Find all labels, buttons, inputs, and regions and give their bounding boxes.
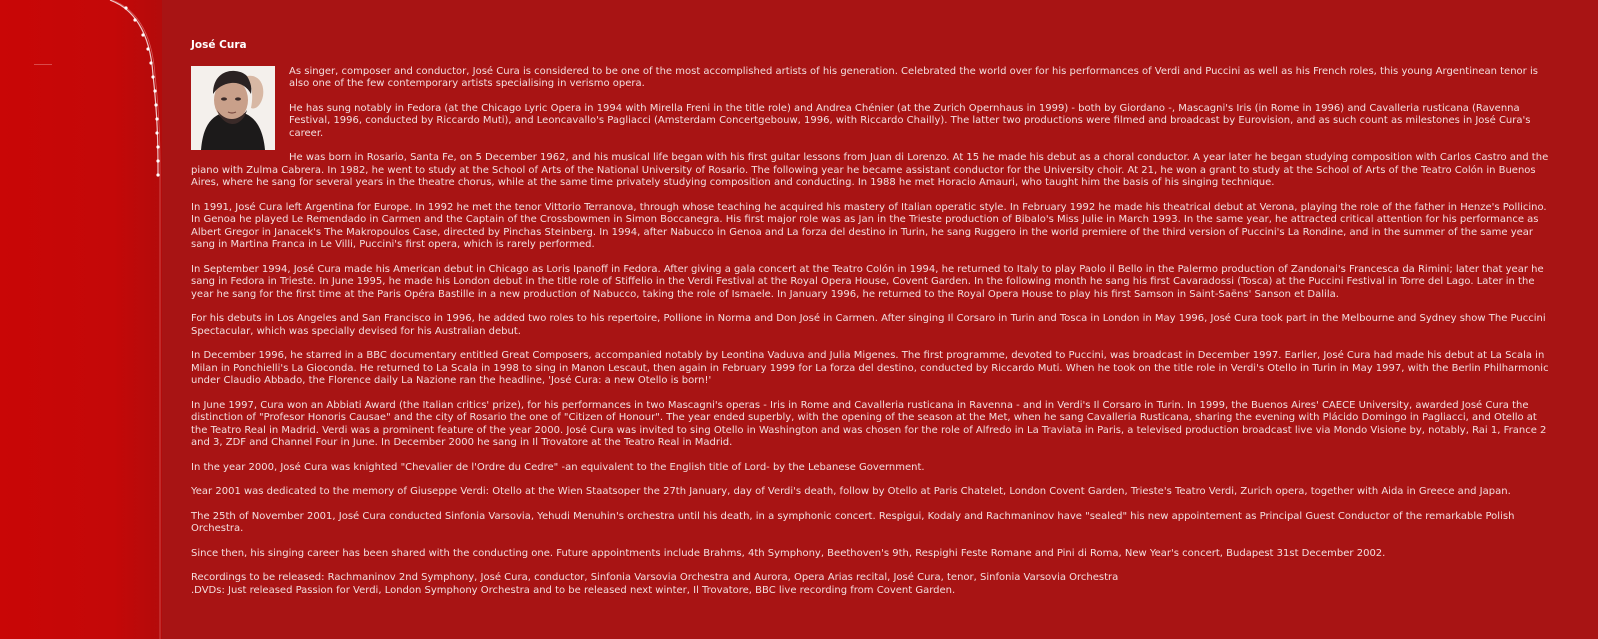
portrait-photo: [191, 66, 275, 150]
bio-paragraph: In September 1994, José Cura made his American debut in Chicago as Loris Ipanoff in Fedora. After giving a gala concert at the Teatro Colón in 1994, he returned to Italy to play Paolo il Bello in the Palermo production of Zandonai's Francesca da Rimini; later that year he sang in Fedora in Trieste. In June 1995, he made his London debut in the title role of Stiffelio in the Verdi Festival at the Royal Opera House, Covent Garden. In the following month he sang his first Cavaradossi (Tosca) at the Puccini Festival in Torre del Lago. Later in the year he sang for the first time at the Paris Opéra Bastille in a new production of Nabucco, taking the role of Ismaele. In January 1996, he returned to the Royal Opera House to play his first Samson in Saint-Saëns' Sanson et Dalila.: [191, 263, 1544, 300]
main-content: [191, 39, 1549, 597]
bio-paragraph: In 1991, José Cura left Argentina for Europe. In 1992 he met the tenor Vittorio Terranova, through whose teaching he acquired his mastery of Italian operatic style. In February 1992 he made his theatrical debut at Verona, playing the role of the father in Henze's Pollicino. In Genoa he played Le Remendado in Carmen and the Captain of the Crossbowmen in Simon Boccanegra. His first major role was as Jan in the Trieste production of Bibalo's Miss Julie in March 1993. In the same year, he attracted critical attention for his performance as Albert Gregor in Janacek's The Makropoulos Case, directed by Pinchas Steinberg. In 1994, after Nabucco in Genoa and La forza del destino in Turin, he sang Ruggero in the world premiere of the third version of Puccini's La Rondine, and in the summer of the same year sang in Martina Franca in Le Villi, Puccini's first opera, which is rarely performed.: [191, 201, 1547, 250]
bio-paragraph: As singer, composer and conductor, José Cura is considered to be one of the most accomplished artists of his generation. Celebrated the world over for his performances of Verdi and Puccini as well as his French roles, this young Argentinean tenor is also one of the few contemporary artists specialising in verismo opera.: [289, 65, 1538, 89]
bio-paragraph: For his debuts in Los Angeles and San Francisco in 1996, he added two roles to his repertoire, Pollione in Norma and Don José in Carmen. After singing Il Corsaro in Turin and Tosca in London in May 1996, José Cura took part in the Melbourne and Sydney show The Puccini Spectacular, which was specially devised for his Australian debut.: [191, 313, 1546, 337]
bio-paragraph: He has sung notably in Fedora (at the Chicago Lyric Opera in 1994 with Mirella Freni in the title role) and Andrea Chénier (at the Zurich Opernhaus in 1999) - both by Giordano -, Mascagni's Iris (in Rome in 1996) and Cavalleria rusticana (Ravenna Festival, 1996, conducted by Riccardo Muti), and Leoncavallo's Pagliacci (Amsterdam Concertgebouw, 1996, with Riccardo Chailly). The latter two productions were filmed and broadcast by Eurovision, and as such count as milestones in José Cura's career.: [289, 102, 1531, 139]
bio-paragraph: In June 1997, Cura won an Abbiati Award (the Italian critics' prize), for his performances in two Mascagni's operas - Iris in Rome and Cavalleria rusticana in Ravenna - and in Verdi's Il Corsaro in Turin. In 1999, the Buenos Aires' CAECE University, awarded José Cura the distinction of "Profesor Honoris Causae" and the city of Rosario the one of "Citizen of Honour". The year ended superbly, with the opening of the season at the Met, when he sang Cavalleria Rusticana, sharing the evening with Plácido Domingo in Pagliacci, and Otello at the Teatro Real in Madrid. Verdi was a prominent feature of the year 2000. José Cura was invited to sing Otello in Washington and was chosen for the role of Alfredo in La Traviata in Paris, a televised production broadcast live via Mondo Visione by, notably, Rai 1, France 2 and 3, ZDF and Channel Four in June. In December 2000 he sang in Il Trovatore at the Teatro Real in Madrid.: [191, 399, 1547, 448]
bio-paragraph: Year 2001 was dedicated to the memory of Giuseppe Verdi: Otello at the Wien Staatsoper the 27th January, day of Verdi's death, follow by Otello at Paris Chatelet, London Covent Garden, Trieste's Teatro Verdi, Zurich opera, together with Aida in Greece and Japan.: [191, 486, 1511, 497]
recordings-text: Recordings to be released: Rachmaninov 2nd Symphony, José Cura, conductor, Sinfonia Varsovia Orchestra and Aurora, Opera Arias recital, José Cura, tenor, Sinfonia Varsovia Orchestra: [191, 572, 1119, 583]
bio-paragraph: The 25th of November 2001, José Cura conducted Sinfonia Varsovia, Yehudi Menuhin's orchestra until his death, in a symphonic concert. Respigui, Kodaly and Rachmaninov have "sealed" his new appointement as Principal Guest Conductor of the remarkable Polish Orchestra.: [191, 510, 1515, 534]
decorative-dots: [124, 6, 159, 176]
dvds-text: .DVDs: Just released Passion for Verdi, London Symphony Orchestra and to be released next winter, Il Trovatore, BBC live recording from Covent Garden.: [191, 584, 956, 596]
bio-paragraph: Since then, his singing career has been shared with the conducting one. Future appointments include Brahms, 4th Symphony, Beethoven's 9th, Respighi Feste Romane and Pini di Roma, New Year's concert, Budapest 31st December 2002.: [191, 547, 1386, 559]
decorative-curve: [0, 0, 175, 639]
bio-paragraph: In December 1996, he starred in a BBC documentary entitled Great Composers, accompanied notably by Leontina Vaduva and Julia Migenes. The first programme, devoted to Puccini, was broadcast in December 1997. Earlier, José Cura had made his debut at La Scala in Milan in Ponchielli's La Gioconda. He returned to La Scala in 1998 to sing in Manon Lescaut, then again in February 1999 for La forza del destino, conducted by Riccardo Muti. When he took on the title role in Verdi's Otello in Turin in May 1997, with the Berlin Philharmonic under Claudio Abbado, the Florence daily La Nazione ran the headline, 'José Cura: a new Otello is born!': [191, 350, 1549, 386]
bio-paragraph: In the year 2000, José Cura was knighted "Chevalier de l'Ordre du Cedre" -an equivalent to the English title of Lord- by the Lebanese Government.: [191, 461, 925, 473]
bio-paragraph: He was born in Rosario, Santa Fe, on 5 December 1962, and his musical life began with his first guitar lessons from Juan di Lorenzo. At 15 he made his debut as a choral conductor. A year later he began studying composition with Carlos Castro and the piano with Zulma Cabrera. In 1982, he went to study at the School of Arts of the National University of Rosario. The following year he became assistant conductor for the University choir. At 21, he won a grant to study at the School of Arts of the Teatro Colón in Buenos Aires, where he sang for several years in the theatre chorus, while at the same time privately studying composition and conducting. In 1988 he met Horacio Amauri, who taught him the basis of his singing technique.: [191, 152, 1549, 188]
page-title: José Cura: [191, 39, 247, 51]
